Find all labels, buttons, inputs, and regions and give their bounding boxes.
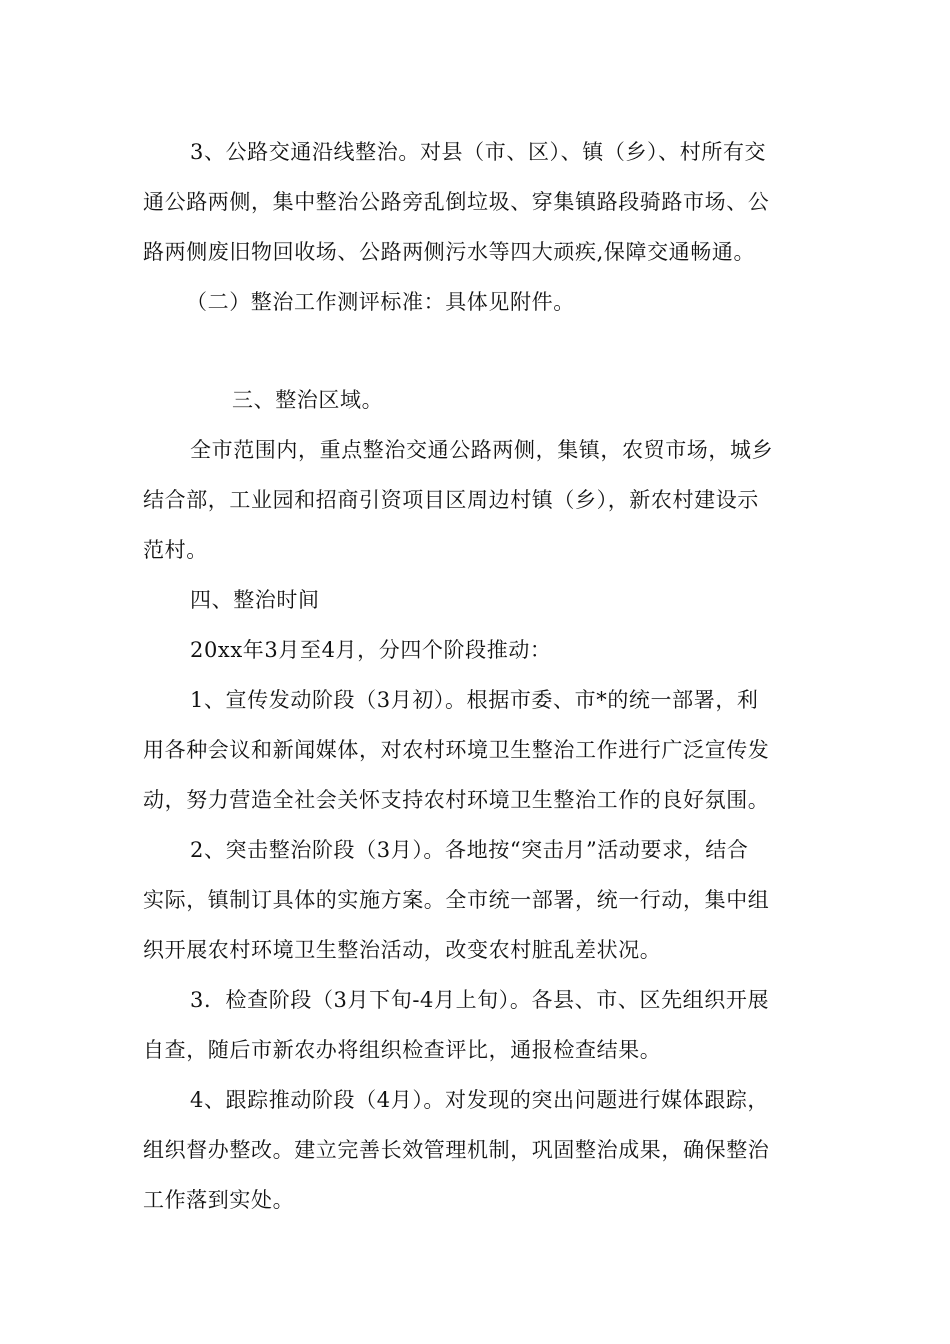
paragraph-highway-line-3: 路两侧废旧物回收场、公路两侧污水等四大顽疾,保障交通畅通。	[143, 240, 756, 264]
paragraph-area-line-1: 全市范围内，重点整治交通公路两侧，集镇，农贸市场，城乡	[190, 438, 774, 462]
paragraph-stage3-line-1: 3．检查阶段（3月下旬-4月上旬）。各县、市、区先组织开展	[190, 988, 770, 1012]
paragraph-stage3-line-2: 自查，随后市新农办将组织检查评比，通报检查结果。	[143, 1038, 662, 1062]
paragraph-highway-line-2: 通公路两侧，集中整治公路旁乱倒垃圾、穿集镇路段骑路市场、公	[143, 190, 770, 214]
paragraph-stage1-line-2: 用各种会议和新闻媒体，对农村环境卫生整治工作进行广泛宣传发	[143, 738, 770, 762]
paragraph-stage4-line-3: 工作落到实处。	[143, 1188, 295, 1212]
paragraph-area-line-2: 结合部，工业园和招商引资项目区周边村镇（乡），新农村建设示	[143, 488, 759, 512]
paragraph-stage2-line-3: 织开展农村环境卫生整治活动，改变农村脏乱差状况。	[143, 938, 662, 962]
paragraph-evaluation-standard: （二）整治工作测评标准：具体见附件。	[186, 290, 575, 314]
paragraph-stage1-line-1: 1、宣传发动阶段（3月初）。根据市委、市*的统一部署，利	[190, 688, 759, 712]
paragraph-stage4-line-1: 4、跟踪推动阶段（4月）。对发现的突出问题进行媒体跟踪，	[190, 1088, 770, 1112]
paragraph-highway-line-1: 3、公路交通沿线整治。对县（市、区）、镇（乡）、村所有交	[190, 140, 767, 164]
paragraph-time-intro: 20xx年3月至4月，分四个阶段推动：	[190, 638, 552, 662]
paragraph-stage4-line-2: 组织督办整改。建立完善长效管理机制，巩固整治成果，确保整治	[143, 1138, 770, 1162]
section-heading-time: 四、整治时间	[190, 588, 320, 612]
paragraph-stage1-line-3: 动，努力营造全社会关怀支持农村环境卫生整治工作的良好氛围。	[143, 788, 770, 812]
paragraph-area-line-3: 范村。	[143, 538, 208, 562]
section-heading-area: 三、整治区域。	[232, 388, 384, 412]
paragraph-stage2-line-1: 2、突击整治阶段（3月）。各地按“突击月”活动要求，结合	[190, 838, 749, 862]
paragraph-stage2-line-2: 实际，镇制订具体的实施方案。全市统一部署，统一行动，集中组	[143, 888, 770, 912]
